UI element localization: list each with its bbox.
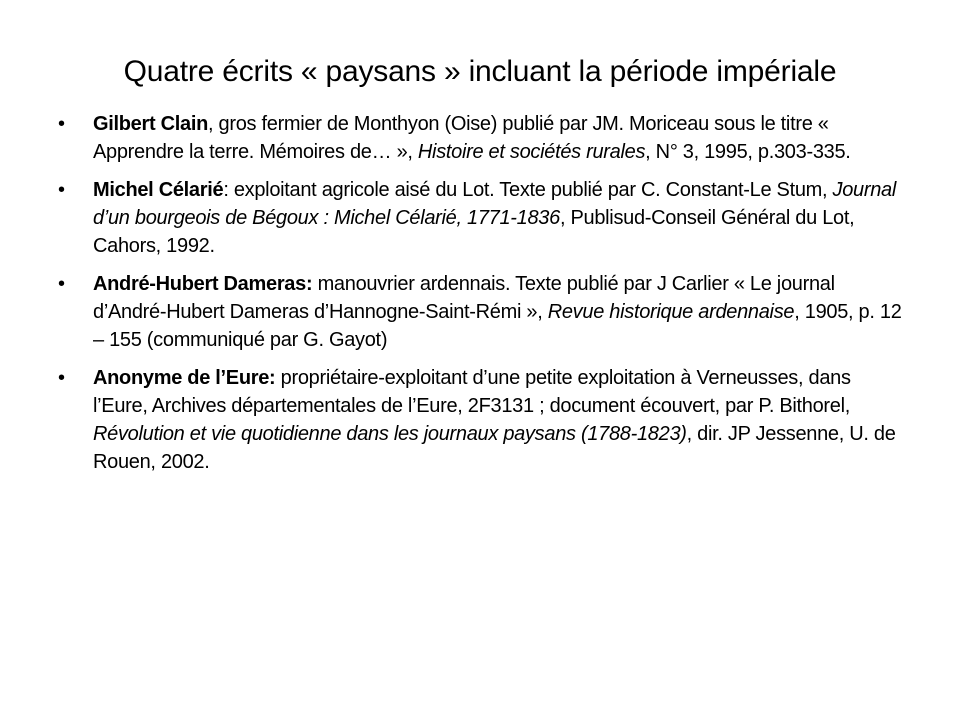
list-item — [58, 364, 908, 476]
author-name: André-Hubert Dameras: — [93, 273, 313, 295]
list-item — [58, 270, 908, 354]
bullet-icon: • — [58, 273, 65, 295]
publication-title: Histoire et sociétés rurales — [417, 141, 646, 163]
entry-text: , N° 3, 1995, p.303-335. — [645, 141, 851, 163]
list-item — [58, 110, 908, 166]
bullet-icon: • — [58, 113, 65, 135]
publication-title: Révolution et vie quotidienne dans les journaux paysans (1788-1823) — [93, 423, 687, 445]
bullet-icon: • — [58, 367, 65, 389]
author-name: Michel Célarié — [93, 179, 224, 201]
entry-text: , dir. JP Jessenne, U. de Rouen, 2002. — [93, 423, 896, 473]
entry-text: , 1905, p. 12 – 155 (communiqué par G. Gayot) — [93, 301, 902, 351]
publication-title: Revue historique ardennaise — [547, 301, 795, 323]
bullet-icon: • — [58, 179, 65, 201]
entry-text: manouvrier ardennais. Texte publié par J Carlier « Le journal d’André-Hubert Dameras d’Hannogne-Saint-Rémi », — [93, 273, 835, 323]
entry-text: , gros fermier de Monthyon (Oise) publié par JM. Moriceau sous le titre « Apprendre la terre. Mémoires de… », — [93, 113, 829, 163]
entry-text: : exploitant agricole aisé du Lot. Texte publié par C. Constant-Le Stum, — [223, 179, 833, 201]
list-item — [58, 176, 908, 260]
publication-title: Journal d’un bourgeois de Bégoux : Michel Célarié, 1771-1836 — [93, 179, 897, 229]
entry-text: , Publisud-Conseil Général du Lot, Cahors, 1992. — [93, 207, 855, 257]
author-name: Gilbert Clain — [93, 113, 209, 135]
bullet-list — [58, 110, 908, 486]
entry-text: propriétaire-exploitant d’une petite exploitation à Verneusses, dans l’Eure, Archives départementales de l’Eure, 2F3131 ; document écouvert, par P. Bithorel, — [93, 367, 851, 417]
slide-title: Quatre écrits « paysans » incluant la période impériale — [123, 55, 837, 88]
author-name: Anonyme de l’Eure: — [93, 367, 276, 389]
